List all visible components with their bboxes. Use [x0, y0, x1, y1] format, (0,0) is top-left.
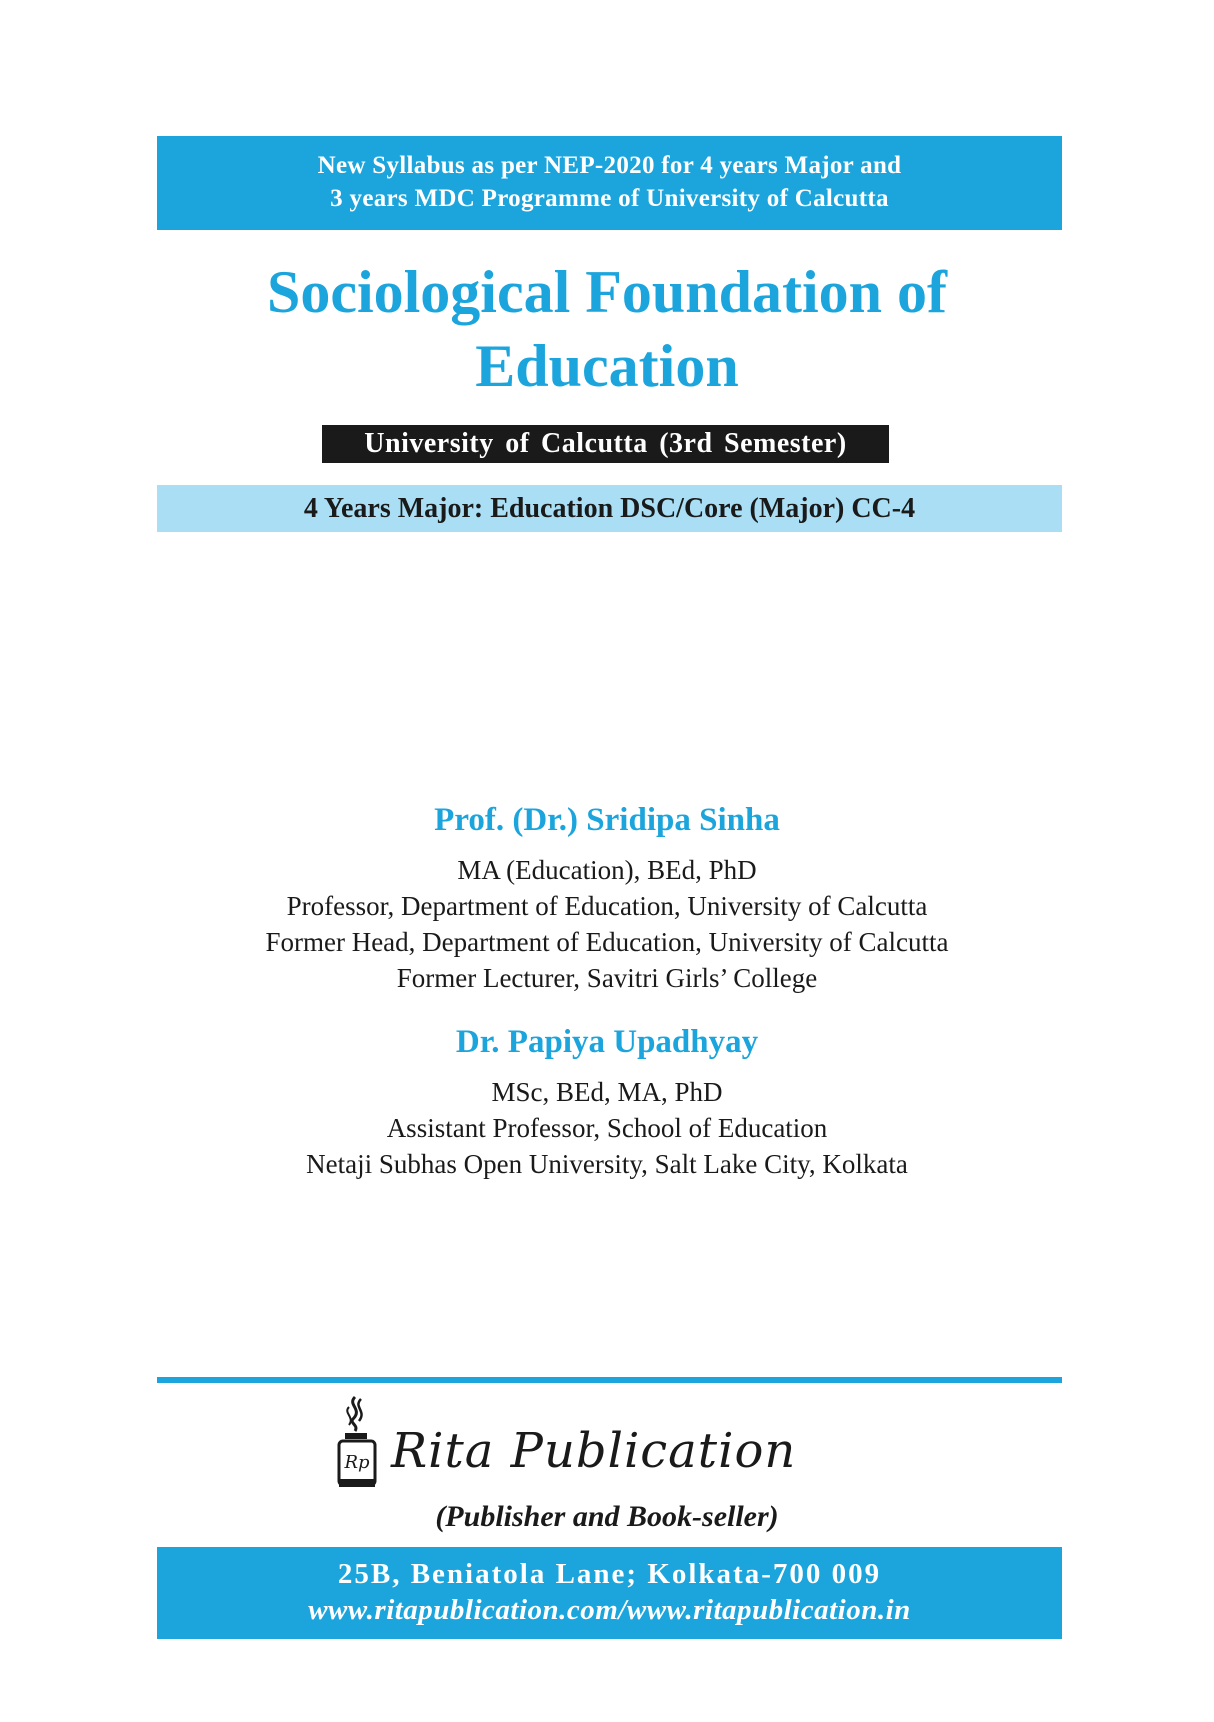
publisher-contact-banner — [157, 1547, 1062, 1639]
publisher-logo — [335, 1393, 895, 1493]
author-2-credentials — [0, 1074, 1214, 1182]
author-2-institution: Netaji Subhas Open University, Salt Lake City, Kolkata — [306, 1149, 908, 1179]
publisher-address: 25B, Beniatola Lane; Kolkata-700 009 — [337, 1558, 882, 1590]
author-1-position: Professor, Department of Education, University of Calcutta — [286, 891, 928, 921]
author-2-degrees: MSc, BEd, MA, PhD — [491, 1077, 723, 1107]
book-title-line-1: Sociological Foundation of — [266, 259, 948, 325]
publisher-name: Rita Publication — [391, 1423, 797, 1479]
syllabus-line-1: New Syllabus as per NEP-2020 for 4 years Major and — [317, 152, 902, 179]
semester-label: University of Calcutta (3rd Semester) — [322, 425, 889, 463]
book-torch-logo-icon — [335, 1393, 379, 1493]
divider-rule — [157, 1377, 1062, 1383]
book-title-line-2: Education — [475, 333, 739, 399]
author-name-2: Dr. Papiya Upadhyay — [455, 1024, 759, 1060]
logo-monogram: Rp — [344, 1452, 370, 1473]
author-1-former-lecturer: Former Lecturer, Savitri Girls’ College — [396, 963, 818, 993]
major-course-label: 4 Years Major: Education DSC/Core (Major) CC-4 — [157, 485, 1062, 532]
author-1-former-head: Former Head, Department of Education, University of Calcutta — [265, 927, 949, 957]
book-title — [0, 255, 1214, 403]
syllabus-line-2: 3 years MDC Programme of University of Calcutta — [330, 185, 889, 212]
publisher-tagline: (Publisher and Book-seller) — [435, 1500, 779, 1533]
author-1-credentials — [0, 852, 1214, 996]
author-1-degrees: MA (Education), BEd, PhD — [457, 855, 757, 885]
publisher-websites[interactable]: www.ritapublication.com/www.ritapublication.in — [308, 1594, 911, 1626]
author-name-1: Prof. (Dr.) Sridipa Sinha — [434, 802, 780, 838]
syllabus-banner — [157, 136, 1062, 230]
author-2-position: Assistant Professor, School of Education — [386, 1113, 828, 1143]
